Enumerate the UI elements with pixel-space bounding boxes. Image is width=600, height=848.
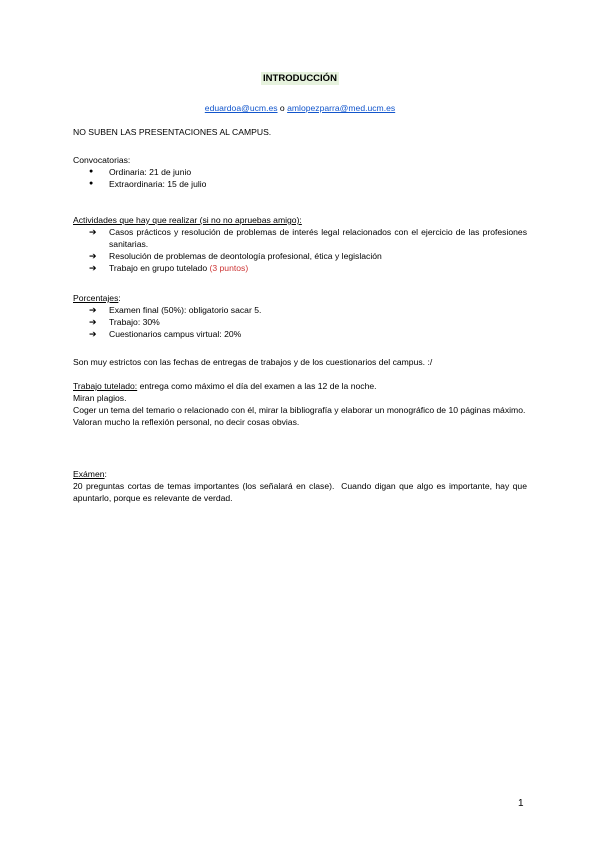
trabajo-heading: Trabajo tutelado: <box>73 381 138 391</box>
convocatorias-heading: Convocatorias: <box>73 155 131 165</box>
trabajo-line-3: Coger un tema del temario o relacionado con él, mirar la bibliografía y elaborar un monográfico de 10 páginas máximo. <box>73 405 526 415</box>
list-item: ● Ordinaria: 21 de junio <box>73 166 527 178</box>
list-item: ➔ Trabajo: 30% <box>89 317 160 327</box>
trabajo-line-1: Trabajo tutelado: entrega como máximo el día del examen a las 12 de la noche. <box>73 381 377 391</box>
actividades-list <box>73 226 527 274</box>
trabajo-line-2: Miran plagios. <box>73 393 127 403</box>
examen-heading-line: Exámen: <box>73 469 107 479</box>
porcentajes-heading: Porcentajes <box>73 293 119 303</box>
trabajo-section <box>73 380 527 428</box>
examen-heading: Exámen <box>73 469 105 479</box>
contact-emails <box>0 102 600 114</box>
trabajo-line-4: Valoran mucho la reflexión personal, no decir cosas obvias. <box>73 417 300 427</box>
arrow-right-icon: ➔ <box>89 305 97 315</box>
actividades-section <box>73 214 527 274</box>
convocatorias-list <box>73 166 527 190</box>
porcentajes-list <box>73 304 527 340</box>
page-title <box>0 72 600 85</box>
arrow-right-icon: ➔ <box>89 317 97 327</box>
list-item: ➔ Resolución de problemas de deontología profesional, ética y legislación <box>89 251 382 261</box>
examen-text: 20 preguntas cortas de temas importantes (los señalará en clase). Cuando digan que algo es importante, hay que apuntarlo, porque es relevante de verdad. <box>73 481 530 503</box>
list-item: ➔ Cuestionarios campus virtual: 20% <box>89 329 242 339</box>
estrictos-text: Son muy estrictos con las fechas de entregas de trabajos y de los cuestionarios del campus. :/ <box>73 357 433 367</box>
page-number: 1 <box>518 798 524 809</box>
arrow-right-icon: ➔ <box>89 329 97 339</box>
arrow-right-icon: ➔ <box>89 263 97 273</box>
notice-text: NO SUBEN LAS PRESENTACIONES AL CAMPUS. <box>73 127 272 137</box>
porcentajes-heading-line: Porcentajes: <box>73 293 121 303</box>
arrow-right-icon: ➔ <box>89 227 97 237</box>
title-text: INTRODUCCIÓN <box>263 73 337 84</box>
convocatorias-section <box>73 154 527 190</box>
email-link-amlopezparra[interactable]: amlopezparra@med.ucm.es <box>287 103 396 113</box>
examen-section <box>73 468 530 504</box>
actividades-heading: Actividades que hay que realizar (si no no apruebas amigo): <box>73 215 302 225</box>
list-item: ➔ Casos prácticos y resolución de problemas de interés legal relacionados con el ejercicio de las profesiones sanitarias. <box>89 227 527 249</box>
list-item: ● Extraordinaria: 15 de julio <box>73 178 527 190</box>
porcentajes-section <box>73 292 527 340</box>
email-link-eduardoa[interactable]: eduardoa@ucm.es <box>204 103 278 113</box>
list-item: ➔ Trabajo en grupo tutelado (3 puntos) <box>89 263 249 273</box>
list-item: ➔ Examen final (50%): obligatorio sacar 5. <box>89 305 262 315</box>
arrow-right-icon: ➔ <box>89 251 97 261</box>
points-highlight: (3 puntos) <box>209 263 249 273</box>
email-separator: o <box>277 103 288 113</box>
